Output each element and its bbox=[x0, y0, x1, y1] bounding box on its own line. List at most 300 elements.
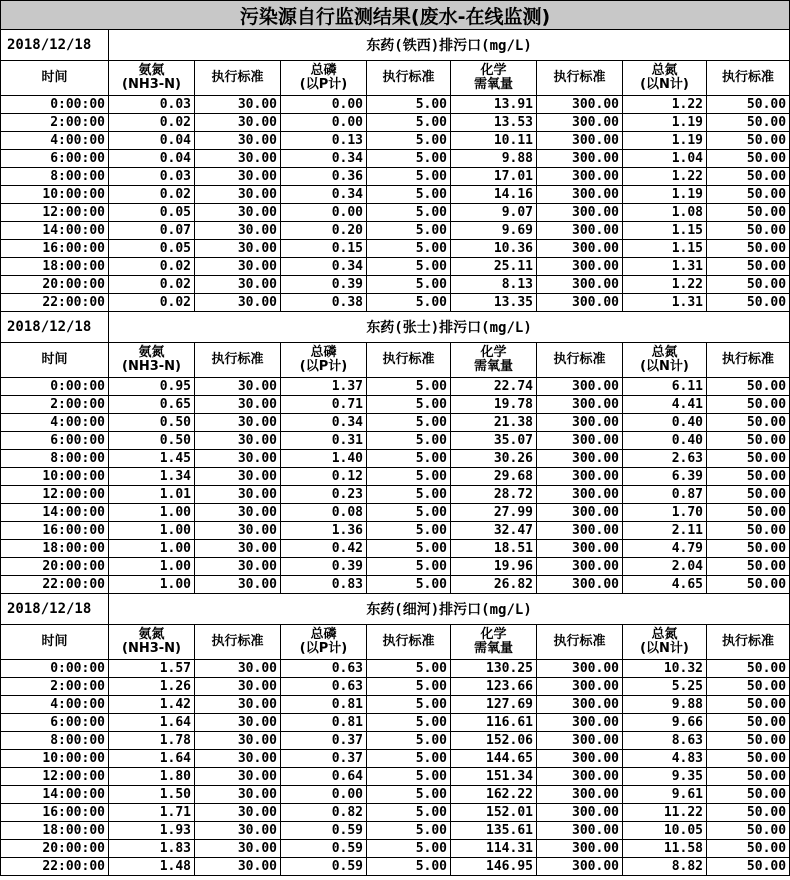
value-cell: 50.00 bbox=[707, 150, 790, 168]
value-cell: 5.00 bbox=[367, 204, 451, 222]
value-cell: 5.00 bbox=[367, 114, 451, 132]
value-cell: 30.00 bbox=[195, 558, 281, 576]
value-cell: 123.66 bbox=[451, 678, 537, 696]
value-cell: 5.00 bbox=[367, 804, 451, 822]
column-header bbox=[537, 61, 623, 96]
table-row bbox=[1, 678, 790, 696]
column-header-line: 总氮 bbox=[651, 63, 678, 78]
time-cell: 4:00:00 bbox=[1, 132, 109, 150]
column-header bbox=[281, 343, 367, 378]
value-cell: 26.82 bbox=[451, 576, 537, 594]
value-cell: 0.59 bbox=[281, 858, 367, 876]
table-row bbox=[1, 858, 790, 876]
value-cell: 5.00 bbox=[367, 858, 451, 876]
value-cell: 300.00 bbox=[537, 414, 623, 432]
value-cell: 0.83 bbox=[281, 576, 367, 594]
value-cell: 300.00 bbox=[537, 450, 623, 468]
value-cell: 5.00 bbox=[367, 132, 451, 150]
value-cell: 9.35 bbox=[623, 768, 707, 786]
time-cell: 22:00:00 bbox=[1, 294, 109, 312]
value-cell: 50.00 bbox=[707, 132, 790, 150]
value-cell: 2.63 bbox=[623, 450, 707, 468]
column-header bbox=[109, 343, 195, 378]
value-cell: 50.00 bbox=[707, 504, 790, 522]
table-row bbox=[1, 768, 790, 786]
table-row bbox=[1, 222, 790, 240]
value-cell: 5.00 bbox=[367, 168, 451, 186]
column-header-line: 执行标准 bbox=[722, 634, 775, 649]
value-cell: 300.00 bbox=[537, 750, 623, 768]
value-cell: 144.65 bbox=[451, 750, 537, 768]
value-cell: 4.41 bbox=[623, 396, 707, 414]
column-header-line: 执行标准 bbox=[553, 70, 606, 85]
value-cell: 29.68 bbox=[451, 468, 537, 486]
value-cell: 0.08 bbox=[281, 504, 367, 522]
value-cell: 30.00 bbox=[195, 378, 281, 396]
value-cell: 0.64 bbox=[281, 768, 367, 786]
value-cell: 300.00 bbox=[537, 576, 623, 594]
value-cell: 0.37 bbox=[281, 732, 367, 750]
value-cell: 135.61 bbox=[451, 822, 537, 840]
value-cell: 8.82 bbox=[623, 858, 707, 876]
column-header bbox=[623, 343, 707, 378]
value-cell: 1.08 bbox=[623, 204, 707, 222]
value-cell: 32.47 bbox=[451, 522, 537, 540]
value-cell: 1.31 bbox=[623, 294, 707, 312]
value-cell: 4.79 bbox=[623, 540, 707, 558]
value-cell: 17.01 bbox=[451, 168, 537, 186]
column-header bbox=[109, 625, 195, 660]
value-cell: 0.50 bbox=[109, 432, 195, 450]
value-cell: 50.00 bbox=[707, 186, 790, 204]
value-cell: 1.00 bbox=[109, 558, 195, 576]
column-header-line: 时间 bbox=[41, 352, 68, 367]
column-header-line: 执行标准 bbox=[382, 352, 435, 367]
time-cell: 8:00:00 bbox=[1, 168, 109, 186]
table-row bbox=[1, 114, 790, 132]
column-header bbox=[195, 343, 281, 378]
column-header-line: 需氧量 bbox=[473, 641, 513, 656]
value-cell: 5.00 bbox=[367, 750, 451, 768]
value-cell: 1.40 bbox=[281, 450, 367, 468]
value-cell: 300.00 bbox=[537, 150, 623, 168]
value-cell: 300.00 bbox=[537, 378, 623, 396]
table-row bbox=[1, 486, 790, 504]
value-cell: 1.71 bbox=[109, 804, 195, 822]
table-row bbox=[1, 804, 790, 822]
value-cell: 0.82 bbox=[281, 804, 367, 822]
value-cell: 5.00 bbox=[367, 378, 451, 396]
time-cell: 22:00:00 bbox=[1, 858, 109, 876]
value-cell: 50.00 bbox=[707, 786, 790, 804]
time-cell: 18:00:00 bbox=[1, 540, 109, 558]
value-cell: 35.07 bbox=[451, 432, 537, 450]
value-cell: 30.00 bbox=[195, 750, 281, 768]
value-cell: 0.00 bbox=[281, 786, 367, 804]
value-cell: 0.65 bbox=[109, 396, 195, 414]
value-cell: 1.37 bbox=[281, 378, 367, 396]
value-cell: 30.00 bbox=[195, 432, 281, 450]
value-cell: 300.00 bbox=[537, 540, 623, 558]
value-cell: 152.06 bbox=[451, 732, 537, 750]
table-row bbox=[1, 750, 790, 768]
value-cell: 0.40 bbox=[623, 432, 707, 450]
column-header-line: 总氮 bbox=[651, 345, 678, 360]
value-cell: 5.00 bbox=[367, 576, 451, 594]
column-header-line: (NH3-N) bbox=[122, 641, 181, 656]
value-cell: 1.70 bbox=[623, 504, 707, 522]
time-cell: 0:00:00 bbox=[1, 96, 109, 114]
value-cell: 1.42 bbox=[109, 696, 195, 714]
value-cell: 50.00 bbox=[707, 678, 790, 696]
column-header-line: 执行标准 bbox=[211, 352, 264, 367]
value-cell: 50.00 bbox=[707, 450, 790, 468]
value-cell: 14.16 bbox=[451, 186, 537, 204]
value-cell: 300.00 bbox=[537, 258, 623, 276]
table-row bbox=[1, 204, 790, 222]
value-cell: 5.00 bbox=[367, 768, 451, 786]
value-cell: 0.12 bbox=[281, 468, 367, 486]
value-cell: 0.81 bbox=[281, 714, 367, 732]
value-cell: 9.88 bbox=[623, 696, 707, 714]
value-cell: 50.00 bbox=[707, 540, 790, 558]
value-cell: 13.35 bbox=[451, 294, 537, 312]
value-cell: 11.58 bbox=[623, 840, 707, 858]
value-cell: 30.00 bbox=[195, 114, 281, 132]
value-cell: 50.00 bbox=[707, 696, 790, 714]
value-cell: 50.00 bbox=[707, 204, 790, 222]
value-cell: 5.00 bbox=[367, 822, 451, 840]
column-header bbox=[451, 625, 537, 660]
value-cell: 10.36 bbox=[451, 240, 537, 258]
column-header-row bbox=[1, 343, 790, 378]
value-cell: 0.04 bbox=[109, 150, 195, 168]
time-cell: 22:00:00 bbox=[1, 576, 109, 594]
table-row bbox=[1, 378, 790, 396]
column-header bbox=[537, 625, 623, 660]
value-cell: 30.00 bbox=[195, 714, 281, 732]
value-cell: 30.00 bbox=[195, 660, 281, 678]
value-cell: 50.00 bbox=[707, 750, 790, 768]
section-header-row bbox=[1, 594, 790, 625]
value-cell: 50.00 bbox=[707, 522, 790, 540]
column-header bbox=[623, 625, 707, 660]
value-cell: 13.53 bbox=[451, 114, 537, 132]
column-header-line: (以P计) bbox=[299, 641, 348, 656]
table-row bbox=[1, 540, 790, 558]
value-cell: 30.00 bbox=[195, 258, 281, 276]
time-cell: 10:00:00 bbox=[1, 468, 109, 486]
value-cell: 1.64 bbox=[109, 714, 195, 732]
value-cell: 9.07 bbox=[451, 204, 537, 222]
column-header bbox=[1, 625, 109, 660]
time-cell: 8:00:00 bbox=[1, 450, 109, 468]
column-header bbox=[707, 61, 790, 96]
value-cell: 0.02 bbox=[109, 258, 195, 276]
table-row bbox=[1, 150, 790, 168]
value-cell: 0.02 bbox=[109, 276, 195, 294]
value-cell: 0.02 bbox=[109, 114, 195, 132]
value-cell: 50.00 bbox=[707, 414, 790, 432]
column-header bbox=[707, 343, 790, 378]
value-cell: 30.00 bbox=[195, 132, 281, 150]
time-cell: 6:00:00 bbox=[1, 432, 109, 450]
column-header-line: (NH3-N) bbox=[122, 77, 181, 92]
value-cell: 0.63 bbox=[281, 678, 367, 696]
value-cell: 30.00 bbox=[195, 732, 281, 750]
value-cell: 2.11 bbox=[623, 522, 707, 540]
value-cell: 50.00 bbox=[707, 240, 790, 258]
time-cell: 18:00:00 bbox=[1, 822, 109, 840]
value-cell: 0.34 bbox=[281, 414, 367, 432]
value-cell: 28.72 bbox=[451, 486, 537, 504]
value-cell: 300.00 bbox=[537, 732, 623, 750]
value-cell: 0.31 bbox=[281, 432, 367, 450]
value-cell: 0.95 bbox=[109, 378, 195, 396]
column-header-line: 化学 bbox=[480, 345, 507, 360]
table-row bbox=[1, 522, 790, 540]
time-cell: 0:00:00 bbox=[1, 378, 109, 396]
column-header-line: 执行标准 bbox=[553, 634, 606, 649]
time-cell: 20:00:00 bbox=[1, 276, 109, 294]
column-header bbox=[195, 625, 281, 660]
table-row bbox=[1, 786, 790, 804]
value-cell: 0.05 bbox=[109, 240, 195, 258]
value-cell: 300.00 bbox=[537, 840, 623, 858]
value-cell: 30.00 bbox=[195, 414, 281, 432]
table-row bbox=[1, 240, 790, 258]
value-cell: 1.19 bbox=[623, 186, 707, 204]
value-cell: 50.00 bbox=[707, 804, 790, 822]
value-cell: 30.00 bbox=[195, 294, 281, 312]
value-cell: 50.00 bbox=[707, 558, 790, 576]
value-cell: 50.00 bbox=[707, 276, 790, 294]
value-cell: 1.00 bbox=[109, 522, 195, 540]
value-cell: 0.34 bbox=[281, 186, 367, 204]
value-cell: 30.00 bbox=[195, 822, 281, 840]
table-row bbox=[1, 822, 790, 840]
table-row bbox=[1, 414, 790, 432]
table-row bbox=[1, 186, 790, 204]
value-cell: 30.00 bbox=[195, 396, 281, 414]
column-header-line: 执行标准 bbox=[722, 70, 775, 85]
column-header bbox=[367, 343, 451, 378]
value-cell: 0.15 bbox=[281, 240, 367, 258]
value-cell: 1.01 bbox=[109, 486, 195, 504]
column-header-line: (以N计) bbox=[640, 359, 689, 374]
value-cell: 5.00 bbox=[367, 786, 451, 804]
table-row bbox=[1, 732, 790, 750]
column-header-line: 执行标准 bbox=[722, 352, 775, 367]
value-cell: 1.34 bbox=[109, 468, 195, 486]
value-cell: 5.00 bbox=[367, 558, 451, 576]
column-header bbox=[195, 61, 281, 96]
value-cell: 0.00 bbox=[281, 204, 367, 222]
value-cell: 1.00 bbox=[109, 540, 195, 558]
column-header-line: (以N计) bbox=[640, 641, 689, 656]
value-cell: 127.69 bbox=[451, 696, 537, 714]
value-cell: 50.00 bbox=[707, 858, 790, 876]
column-header bbox=[623, 61, 707, 96]
value-cell: 30.00 bbox=[195, 240, 281, 258]
value-cell: 5.00 bbox=[367, 186, 451, 204]
column-header-line: 需氧量 bbox=[473, 77, 513, 92]
value-cell: 50.00 bbox=[707, 732, 790, 750]
value-cell: 151.34 bbox=[451, 768, 537, 786]
column-header-line: 总磷 bbox=[310, 345, 337, 360]
value-cell: 21.38 bbox=[451, 414, 537, 432]
value-cell: 300.00 bbox=[537, 396, 623, 414]
value-cell: 152.01 bbox=[451, 804, 537, 822]
table-row bbox=[1, 504, 790, 522]
time-cell: 16:00:00 bbox=[1, 804, 109, 822]
section-outlet-title: 东药(铁西)排污口(mg/L) bbox=[109, 30, 790, 61]
table-row bbox=[1, 132, 790, 150]
value-cell: 30.26 bbox=[451, 450, 537, 468]
time-cell: 0:00:00 bbox=[1, 660, 109, 678]
value-cell: 30.00 bbox=[195, 486, 281, 504]
column-header-line: 需氧量 bbox=[473, 359, 513, 374]
value-cell: 0.34 bbox=[281, 258, 367, 276]
value-cell: 1.00 bbox=[109, 576, 195, 594]
value-cell: 300.00 bbox=[537, 432, 623, 450]
value-cell: 9.61 bbox=[623, 786, 707, 804]
value-cell: 1.15 bbox=[623, 240, 707, 258]
value-cell: 2.04 bbox=[623, 558, 707, 576]
value-cell: 50.00 bbox=[707, 294, 790, 312]
column-header-line: 氨氮 bbox=[138, 627, 165, 642]
value-cell: 50.00 bbox=[707, 378, 790, 396]
value-cell: 0.40 bbox=[623, 414, 707, 432]
value-cell: 9.88 bbox=[451, 150, 537, 168]
column-header-line: (以P计) bbox=[299, 77, 348, 92]
value-cell: 8.13 bbox=[451, 276, 537, 294]
column-header-row bbox=[1, 625, 790, 660]
value-cell: 300.00 bbox=[537, 96, 623, 114]
value-cell: 8.63 bbox=[623, 732, 707, 750]
column-header-line: 执行标准 bbox=[382, 70, 435, 85]
value-cell: 130.25 bbox=[451, 660, 537, 678]
value-cell: 5.00 bbox=[367, 840, 451, 858]
value-cell: 5.00 bbox=[367, 294, 451, 312]
value-cell: 0.02 bbox=[109, 186, 195, 204]
value-cell: 5.00 bbox=[367, 678, 451, 696]
time-cell: 2:00:00 bbox=[1, 678, 109, 696]
value-cell: 50.00 bbox=[707, 840, 790, 858]
value-cell: 0.07 bbox=[109, 222, 195, 240]
table-row bbox=[1, 558, 790, 576]
value-cell: 1.45 bbox=[109, 450, 195, 468]
time-cell: 4:00:00 bbox=[1, 414, 109, 432]
value-cell: 30.00 bbox=[195, 804, 281, 822]
value-cell: 50.00 bbox=[707, 714, 790, 732]
value-cell: 0.36 bbox=[281, 168, 367, 186]
value-cell: 0.34 bbox=[281, 150, 367, 168]
value-cell: 162.22 bbox=[451, 786, 537, 804]
column-header-line: 执行标准 bbox=[553, 352, 606, 367]
time-cell: 6:00:00 bbox=[1, 714, 109, 732]
value-cell: 30.00 bbox=[195, 786, 281, 804]
column-header bbox=[707, 625, 790, 660]
value-cell: 146.95 bbox=[451, 858, 537, 876]
value-cell: 300.00 bbox=[537, 240, 623, 258]
value-cell: 22.74 bbox=[451, 378, 537, 396]
value-cell: 4.65 bbox=[623, 576, 707, 594]
time-cell: 4:00:00 bbox=[1, 696, 109, 714]
value-cell: 9.66 bbox=[623, 714, 707, 732]
value-cell: 5.00 bbox=[367, 432, 451, 450]
value-cell: 50.00 bbox=[707, 576, 790, 594]
column-header-line: 时间 bbox=[41, 634, 68, 649]
table-row bbox=[1, 576, 790, 594]
value-cell: 4.83 bbox=[623, 750, 707, 768]
value-cell: 50.00 bbox=[707, 822, 790, 840]
value-cell: 11.22 bbox=[623, 804, 707, 822]
value-cell: 0.20 bbox=[281, 222, 367, 240]
column-header-line: 氨氮 bbox=[138, 345, 165, 360]
time-cell: 14:00:00 bbox=[1, 222, 109, 240]
table-row bbox=[1, 294, 790, 312]
value-cell: 300.00 bbox=[537, 822, 623, 840]
value-cell: 1.19 bbox=[623, 114, 707, 132]
value-cell: 1.64 bbox=[109, 750, 195, 768]
table-row bbox=[1, 432, 790, 450]
value-cell: 0.81 bbox=[281, 696, 367, 714]
time-cell: 2:00:00 bbox=[1, 114, 109, 132]
value-cell: 30.00 bbox=[195, 540, 281, 558]
value-cell: 0.04 bbox=[109, 132, 195, 150]
value-cell: 18.51 bbox=[451, 540, 537, 558]
table-row bbox=[1, 840, 790, 858]
value-cell: 1.31 bbox=[623, 258, 707, 276]
value-cell: 10.32 bbox=[623, 660, 707, 678]
value-cell: 300.00 bbox=[537, 768, 623, 786]
section-date: 2018/12/18 bbox=[1, 30, 109, 61]
value-cell: 0.00 bbox=[281, 96, 367, 114]
value-cell: 50.00 bbox=[707, 222, 790, 240]
value-cell: 114.31 bbox=[451, 840, 537, 858]
value-cell: 300.00 bbox=[537, 714, 623, 732]
value-cell: 30.00 bbox=[195, 522, 281, 540]
value-cell: 1.22 bbox=[623, 276, 707, 294]
column-header-line: (以P计) bbox=[299, 359, 348, 374]
value-cell: 5.00 bbox=[367, 714, 451, 732]
value-cell: 9.69 bbox=[451, 222, 537, 240]
time-cell: 6:00:00 bbox=[1, 150, 109, 168]
table-row bbox=[1, 96, 790, 114]
value-cell: 300.00 bbox=[537, 186, 623, 204]
table-row bbox=[1, 450, 790, 468]
table-row bbox=[1, 258, 790, 276]
time-cell: 10:00:00 bbox=[1, 750, 109, 768]
value-cell: 300.00 bbox=[537, 114, 623, 132]
value-cell: 1.93 bbox=[109, 822, 195, 840]
value-cell: 30.00 bbox=[195, 858, 281, 876]
value-cell: 0.42 bbox=[281, 540, 367, 558]
value-cell: 50.00 bbox=[707, 258, 790, 276]
value-cell: 300.00 bbox=[537, 558, 623, 576]
section-header-row bbox=[1, 30, 790, 61]
table-row bbox=[1, 714, 790, 732]
value-cell: 5.00 bbox=[367, 96, 451, 114]
value-cell: 50.00 bbox=[707, 168, 790, 186]
value-cell: 0.05 bbox=[109, 204, 195, 222]
column-header bbox=[281, 61, 367, 96]
value-cell: 1.22 bbox=[623, 96, 707, 114]
value-cell: 0.59 bbox=[281, 822, 367, 840]
value-cell: 50.00 bbox=[707, 468, 790, 486]
value-cell: 10.11 bbox=[451, 132, 537, 150]
